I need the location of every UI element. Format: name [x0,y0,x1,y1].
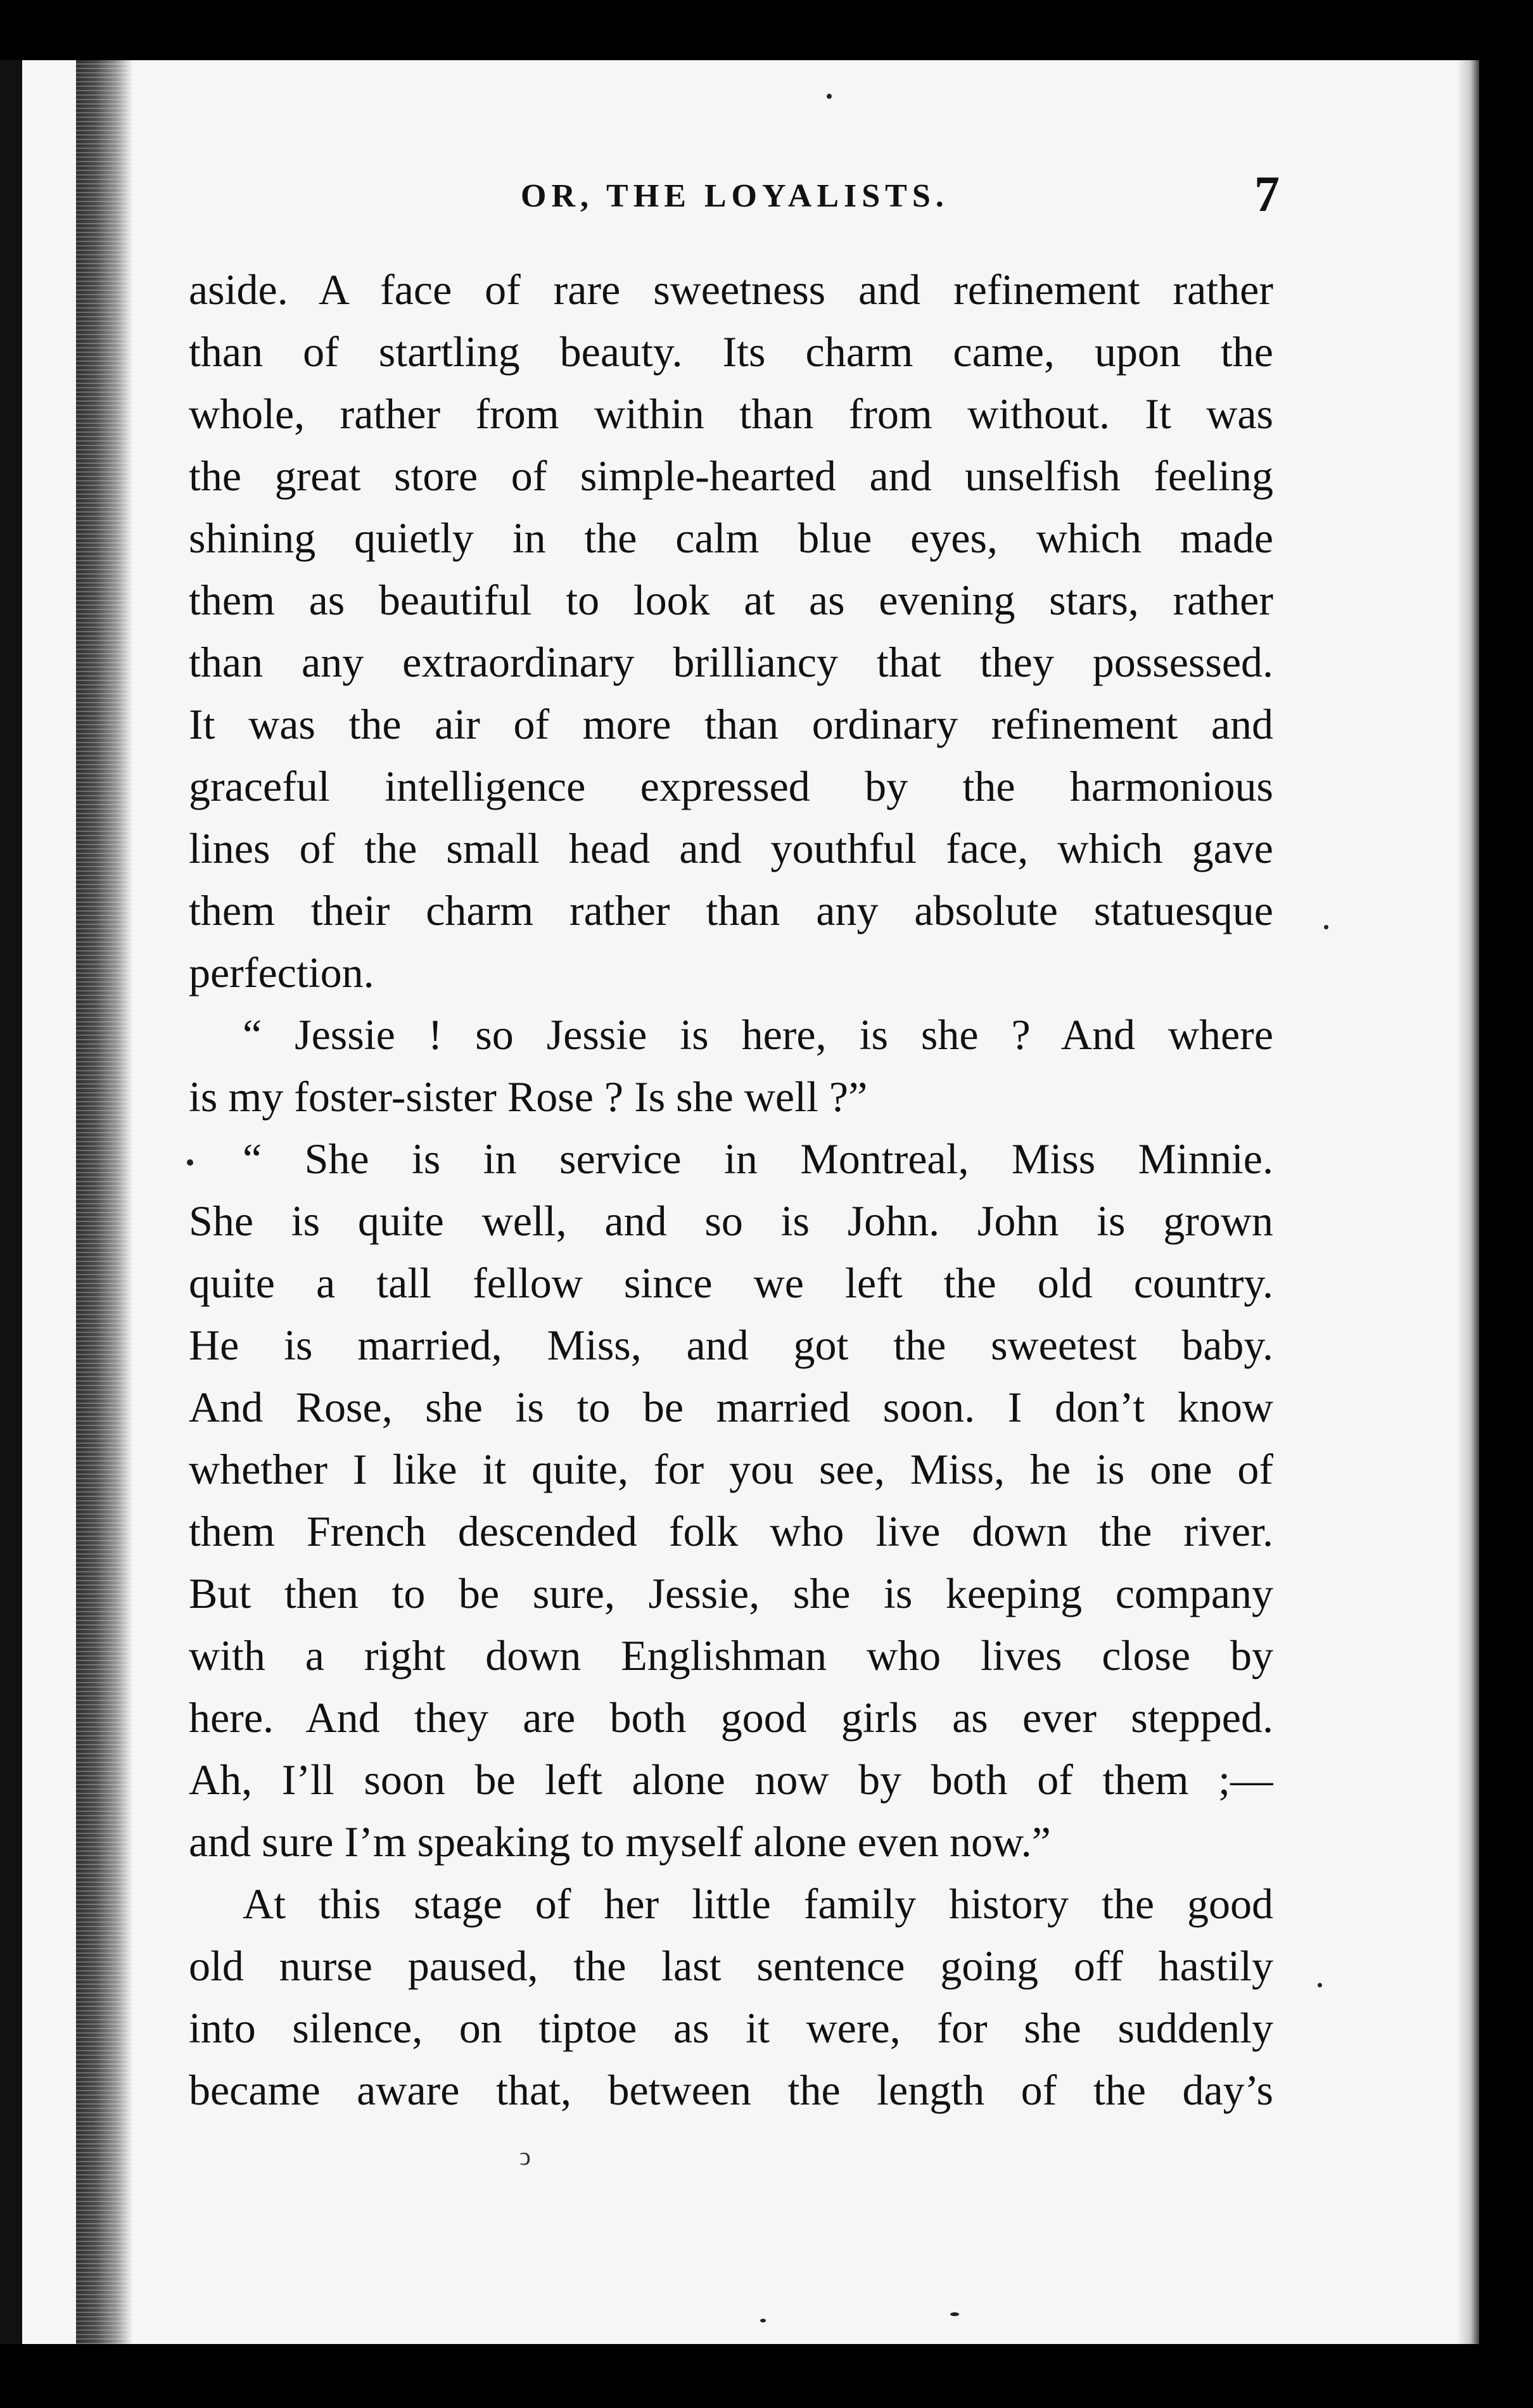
text-line: Ah, I’ll soon be left alone now by both of them ;— [189,1755,1273,1804]
running-head-title: OR, THE LOYALISTS. [521,178,949,214]
text-line: She is quite well, and so is John. John is grown [189,1197,1273,1245]
gutter-texture [76,60,133,2344]
text-line: “ Jessie ! so Jessie is here, is she ? And where [243,1010,1273,1059]
text-line: became aware that, between the length of the day’s [189,2066,1273,2114]
text-line: At this stage of her little family history the good [243,1880,1273,1928]
text-line: into silence, on tiptoe as it were, for she suddenly [189,2004,1273,2052]
text-line: here. And they are both good girls as ever stepped. [189,1693,1273,1742]
text-line: He is married, Miss, and got the sweetest baby. [189,1321,1273,1369]
scan-speck [187,1159,193,1166]
scan-speck [1324,925,1328,929]
text-line: them French descended folk who live down the river. [189,1507,1273,1555]
text-line: and sure I’m speaking to myself alone even now.” [189,1818,1051,1866]
text-line: It was the air of more than ordinary refinement and [189,700,1273,748]
page-number: 7 [1254,167,1280,222]
binding-edge [0,60,22,2344]
text-line: them as beautiful to look at as evening stars, rather [189,576,1273,624]
scan-speck [827,94,832,99]
text-line: the great store of simple-hearted and unselfish feeling [189,452,1273,500]
text-line: graceful intelligence expressed by the harmonious [189,762,1273,810]
text-line: And Rose, she is to be married soon. I don’t know [189,1383,1273,1431]
text-line: lines of the small head and youthful face, which gave [189,824,1273,872]
page-edge-shadow [1457,60,1479,2344]
text-line: than of startling beauty. Its charm came, upon the [189,328,1273,376]
text-line: them their charm rather than any absolute statuesque [189,886,1273,934]
signature-mark: ↄ [519,2142,531,2170]
scan-speck [1318,1983,1322,1987]
text-line: whole, rather from within than from without. It was [189,390,1273,438]
body-text [189,258,1273,2121]
text-line: “ She is in service in Montreal, Miss Minnie. [243,1135,1273,1183]
scan-speck [950,2312,959,2316]
scan-speck [760,2319,766,2322]
running-head [190,167,1280,229]
text-line: old nurse paused, the last sentence going off hastily [189,1942,1273,1990]
text-line: But then to be sure, Jessie, she is keeping company [189,1569,1273,1617]
text-line: aside. A face of rare sweetness and refinement rather [189,265,1273,314]
text-line: whether I like it quite, for you see, Miss, he is one of [189,1445,1273,1493]
text-line: is my foster-sister Rose ? Is she well ?” [189,1073,868,1121]
text-line: than any extraordinary brilliancy that they possessed. [189,638,1273,686]
text-line: quite a tall fellow since we left the old country. [189,1259,1273,1307]
text-line: shining quietly in the calm blue eyes, which made [189,514,1273,562]
text-line: perfection. [189,948,374,997]
text-line: with a right down Englishman who lives close by [189,1631,1273,1679]
